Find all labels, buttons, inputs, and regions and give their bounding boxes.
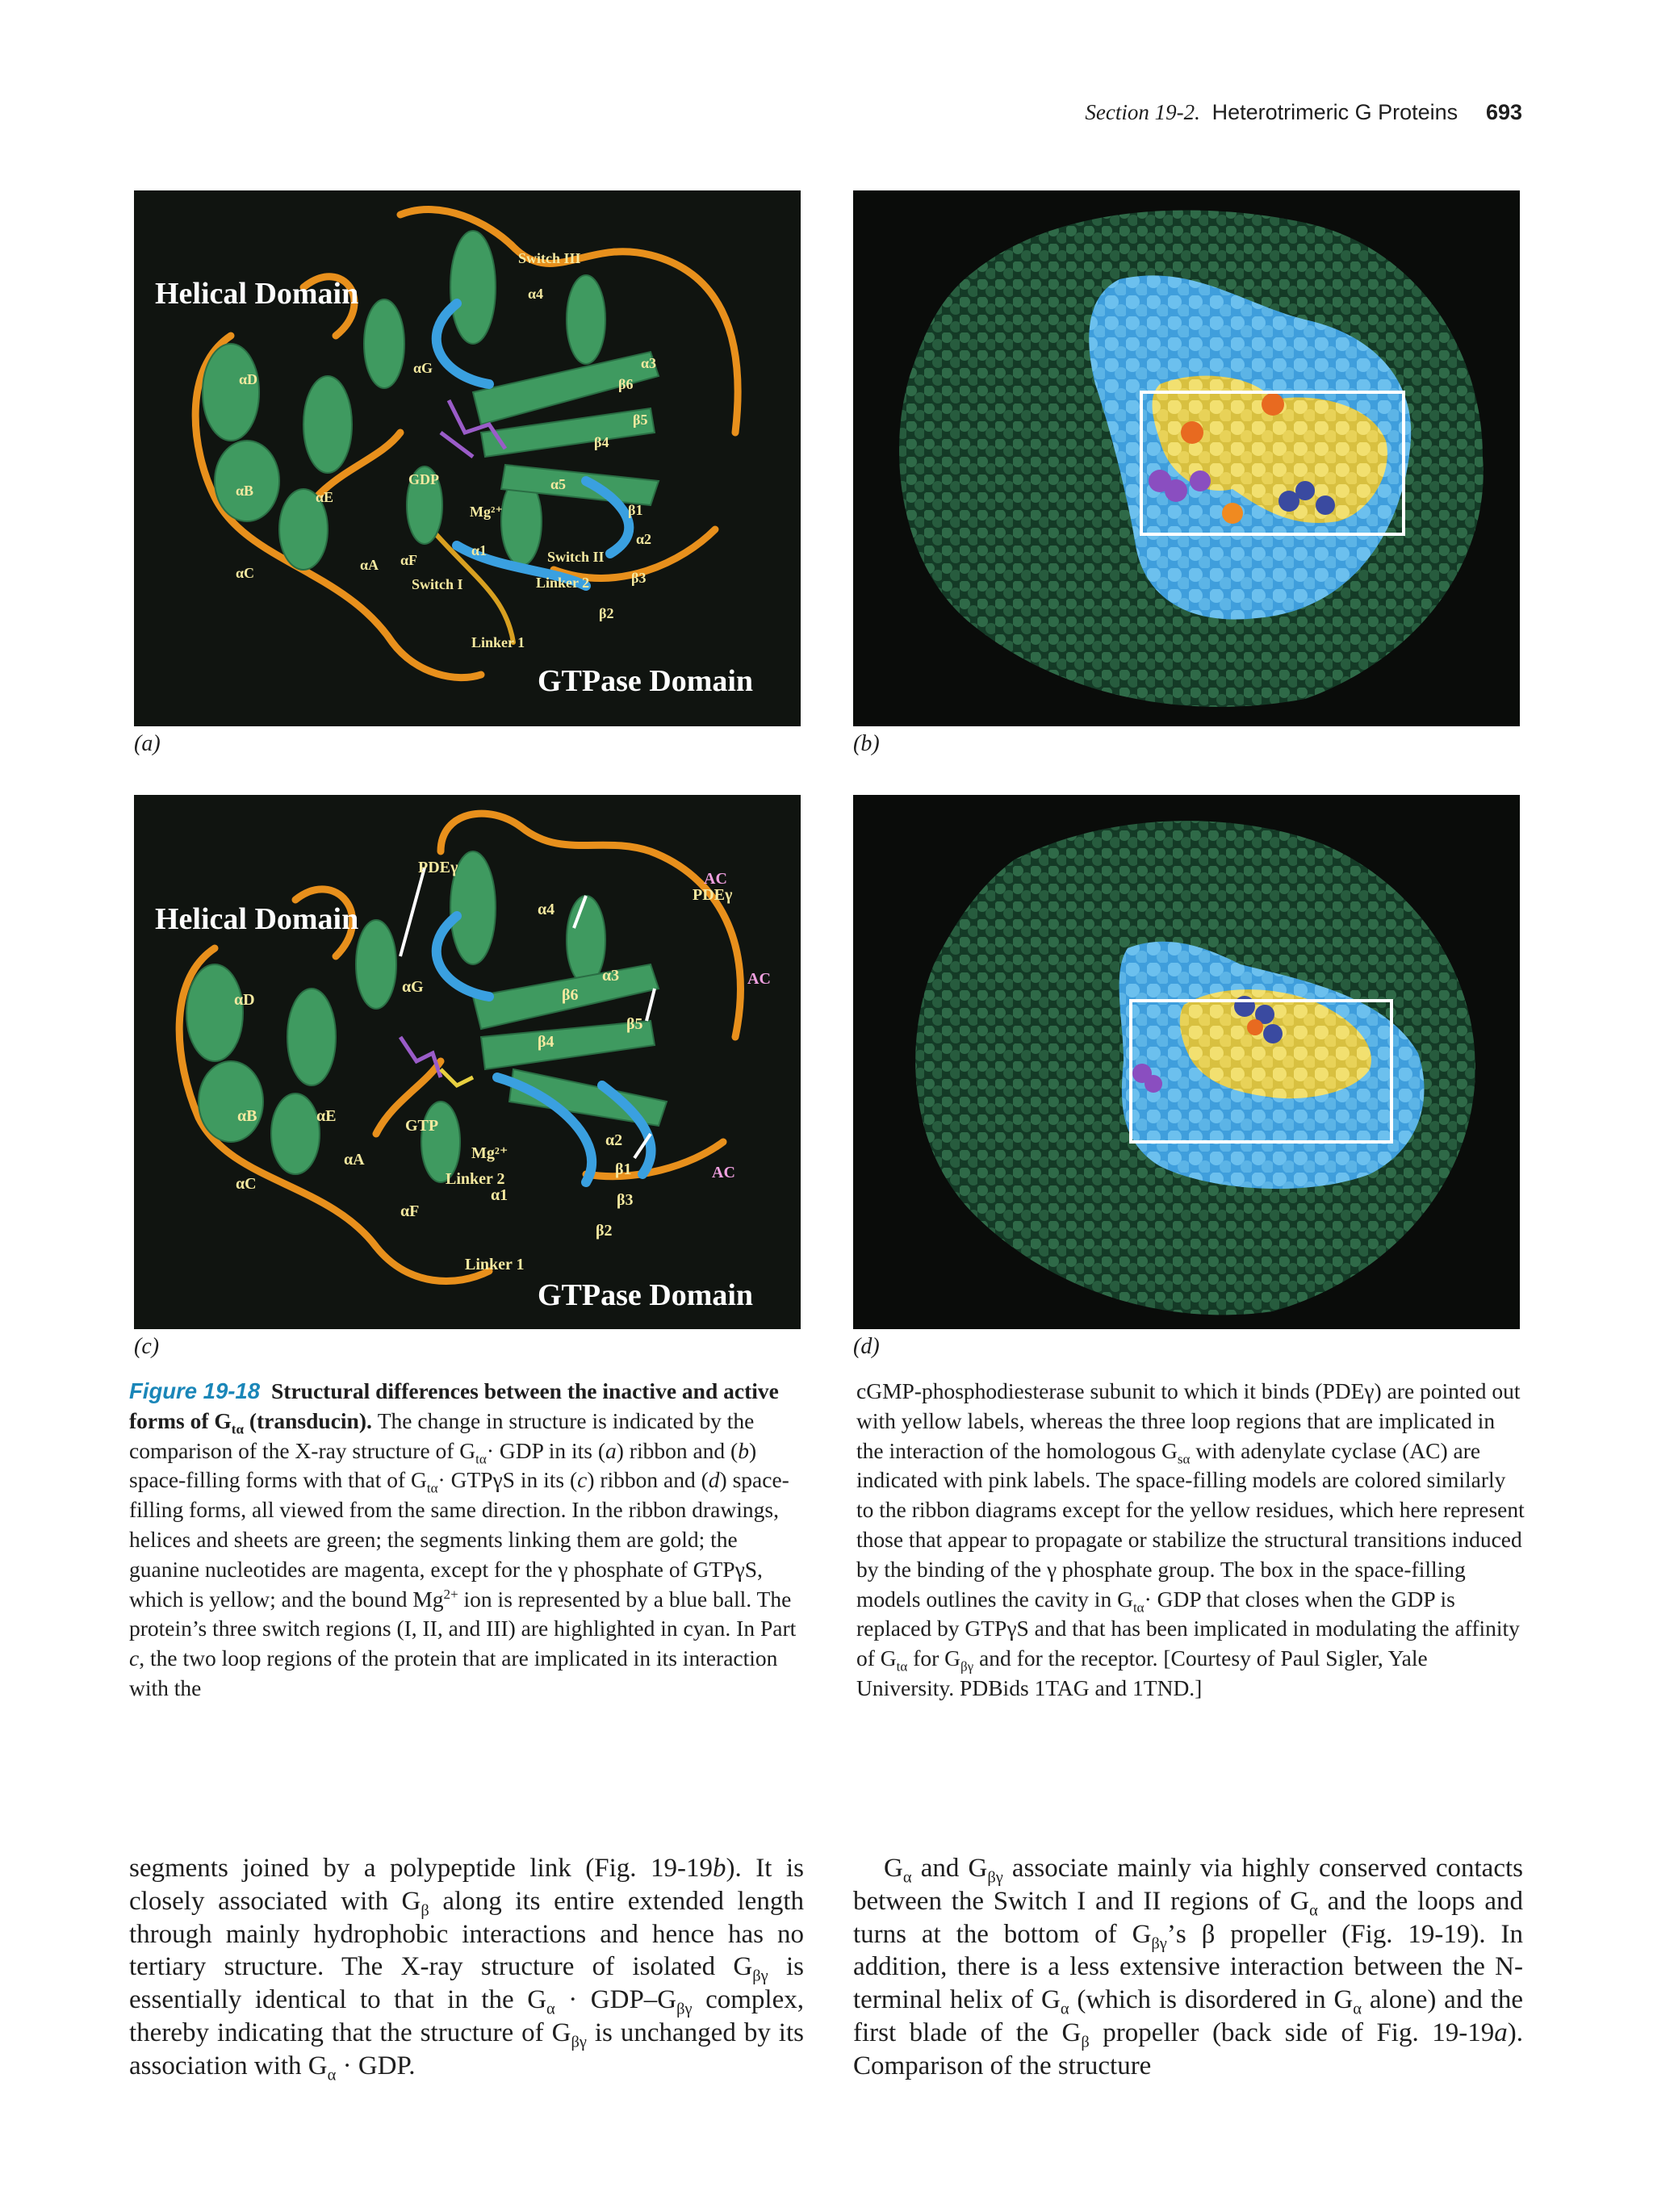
label-gtpase-domain-a: GTPase Domain bbox=[538, 664, 754, 698]
svg-text:β5: β5 bbox=[626, 1015, 643, 1033]
svg-text:α3: α3 bbox=[602, 967, 620, 985]
label-helical-domain-a: Helical Domain bbox=[155, 277, 359, 311]
body-paragraph-left: segments joined by a polypeptide link (Fig. 19-19b). It is closely associated with $G_\beta$ along its entire extended length through mainly hydrophobic interactions and hence has no tertiary structure. The X-ray structure of isolated $G_{\beta\gamma}$ is essentially identical to that in the $G_\alpha \cdot GDP-G_{\beta\gamma}$ complex, thereby indicating that the structure of $G_{\beta\gamma}$ is unchanged by its association with $G_\alpha$ · GDP. bbox=[129, 1854, 804, 2084]
svg-text:PDEγ: PDEγ bbox=[418, 859, 458, 876]
page-number: 693 bbox=[1485, 100, 1522, 124]
label-helical-domain-c: Helical Domain bbox=[155, 902, 359, 936]
svg-text:β4: β4 bbox=[594, 434, 609, 450]
svg-text:β2: β2 bbox=[596, 1222, 613, 1240]
svg-text:αG: αG bbox=[413, 360, 433, 376]
svg-text:αF: αF bbox=[400, 552, 418, 568]
svg-text:AC: AC bbox=[712, 1164, 735, 1181]
svg-text:β1: β1 bbox=[615, 1160, 632, 1178]
svg-text:Switch I: Switch I bbox=[412, 576, 463, 592]
body-text-right-column bbox=[853, 1852, 1523, 2083]
header-title: Heterotrimeric G Proteins bbox=[1212, 100, 1458, 124]
svg-text:αA: αA bbox=[360, 557, 379, 573]
svg-text:β3: β3 bbox=[631, 570, 647, 586]
running-header bbox=[1085, 100, 1522, 125]
space-filling-illustration-d bbox=[853, 795, 1520, 1329]
svg-text:αA: αA bbox=[344, 1151, 365, 1169]
figure-panel-d-space-filling bbox=[853, 795, 1520, 1329]
svg-text:αB: αB bbox=[237, 1107, 257, 1125]
svg-text:αD: αD bbox=[239, 371, 258, 387]
svg-text:β3: β3 bbox=[617, 1191, 634, 1209]
ribbon-illustration-c bbox=[134, 795, 801, 1329]
ribbon-illustration-a bbox=[134, 190, 801, 726]
svg-text:Linker 1: Linker 1 bbox=[465, 1256, 525, 1273]
panel-label-b: (b) bbox=[853, 731, 880, 756]
panel-label-a: (a) bbox=[134, 731, 161, 756]
svg-text:β2: β2 bbox=[599, 605, 614, 621]
svg-text:αD: αD bbox=[234, 991, 255, 1009]
svg-text:β6: β6 bbox=[618, 376, 634, 392]
label-gtpase-domain-c: GTPase Domain bbox=[538, 1278, 754, 1312]
figure-panel-a-ribbon bbox=[134, 190, 801, 726]
svg-text:β6: β6 bbox=[562, 986, 579, 1004]
figure-panel-b-space-filling bbox=[853, 190, 1520, 726]
svg-text:αC: αC bbox=[236, 565, 255, 581]
svg-text:Switch II: Switch II bbox=[547, 549, 605, 565]
svg-text:αF: αF bbox=[400, 1202, 420, 1220]
header-section: Section 19-2. bbox=[1085, 100, 1200, 124]
svg-text:β5: β5 bbox=[633, 412, 648, 428]
svg-text:Switch III: Switch III bbox=[518, 250, 581, 266]
svg-text:α2: α2 bbox=[636, 531, 652, 547]
svg-text:α3: α3 bbox=[641, 355, 657, 371]
svg-text:Linker 1: Linker 1 bbox=[471, 634, 525, 650]
svg-text:Mg²⁺: Mg²⁺ bbox=[471, 1144, 508, 1162]
svg-text:PDEγ: PDEγ bbox=[693, 886, 733, 904]
svg-text:GTP: GTP bbox=[405, 1117, 439, 1135]
svg-text:αE: αE bbox=[316, 1107, 337, 1125]
figure-caption-left: Figure 19-18 Structural differences between the inactive and active forms of $G_{t\alpha}$ (transducin). The change in structure is indicated by the comparison of the X-ray structure of $G_{t\alpha}\cdot$ GDP in its (a) ribbon and (b) space-filling forms with that of $G_{t\alpha}\cdot GTP\gamma S$ in its (c) ribbon and (d) space-filling forms, all viewed from the same direction. In the ribbon drawings, helices and sheets are green; the segments linking them are gold; the guanine nucleotides are magenta, except for the γ phosphate of GTPγS, which is yellow; and the bound $Mg^{2+}$ ion is represented by a blue ball. The protein’s three switch regions (I, II, and III) are highlighted in cyan. In Part c, the two loop regions of the protein that are implicated in its interaction with the bbox=[129, 1378, 797, 1700]
caption-title: Structural differences between the inactive and active forms of $G_{t\alpha}$ (transducin). bbox=[129, 1378, 779, 1437]
space-filling-illustration-b bbox=[853, 190, 1520, 726]
panel-label-d: (d) bbox=[853, 1334, 880, 1359]
svg-text:αB: αB bbox=[236, 483, 254, 499]
svg-text:αC: αC bbox=[236, 1175, 257, 1193]
figure-caption-right: cGMP-phosphodiesterase subunit to which it binds (PDEγ) are pointed out with yellow labels, whereas the three loop regions that are implicated in the interaction of the homologous $G_{s\alpha}$ with adenylate cyclase (AC) are indicated with pink labels. The space-filling models are colored similarly to the ribbon diagrams except for the yellow residues, which here represent those that appear to propagate or stabilize the structural transitions induced by the binding of the γ phosphate group. The box in the space-filling models outlines the cavity in $G_{t\alpha}\cdot$ GDP that closes when the GDP is replaced by GTPγS and that has been implicated in modulating the affinity of $G_{t\alpha}$ for $G_{\beta\gamma}$ and for the receptor. [Courtesy of Paul Sigler, Yale University. PDBids 1TAG and 1TND.] bbox=[856, 1378, 1525, 1700]
svg-text:β4: β4 bbox=[538, 1033, 554, 1051]
panel-label-c: (c) bbox=[134, 1334, 160, 1359]
svg-text:AC: AC bbox=[704, 870, 727, 888]
body-text-left-column bbox=[129, 1852, 804, 2083]
svg-text:Linker 2: Linker 2 bbox=[446, 1170, 505, 1188]
svg-text:αE: αE bbox=[316, 489, 334, 505]
svg-text:α2: α2 bbox=[605, 1131, 623, 1149]
svg-text:αG: αG bbox=[402, 978, 424, 996]
body-paragraph-right: $G_\alpha$ and $G_{\beta\gamma}$ associate mainly via highly conserved contacts between the Switch I and II regions of $G_\alpha$ and the loops and turns at the bottom of $G_{\beta\gamma}’s$ β propeller (Fig. 19-19). In addition, there is a less extensive interaction between the N-terminal helix of $G_\alpha$ (which is disordered in $G_\alpha$ alone) and the first blade of the $G_\beta$ propeller (back side of Fig. 19-19a). Comparison of the structure bbox=[853, 1854, 1524, 2080]
figure-label: Figure 19-18 bbox=[129, 1378, 261, 1403]
svg-text:Linker 2: Linker 2 bbox=[536, 575, 590, 591]
svg-text:AC: AC bbox=[747, 970, 771, 988]
svg-text:GDP: GDP bbox=[408, 471, 439, 487]
svg-text:α5: α5 bbox=[550, 476, 567, 492]
svg-text:Mg²⁺: Mg²⁺ bbox=[470, 504, 503, 520]
svg-text:α1: α1 bbox=[491, 1186, 508, 1204]
svg-text:α1: α1 bbox=[471, 542, 488, 558]
svg-text:α4: α4 bbox=[538, 901, 555, 918]
figure-panel-c-ribbon bbox=[134, 795, 801, 1329]
svg-text:β1: β1 bbox=[628, 502, 643, 518]
svg-text:α4: α4 bbox=[528, 286, 544, 302]
